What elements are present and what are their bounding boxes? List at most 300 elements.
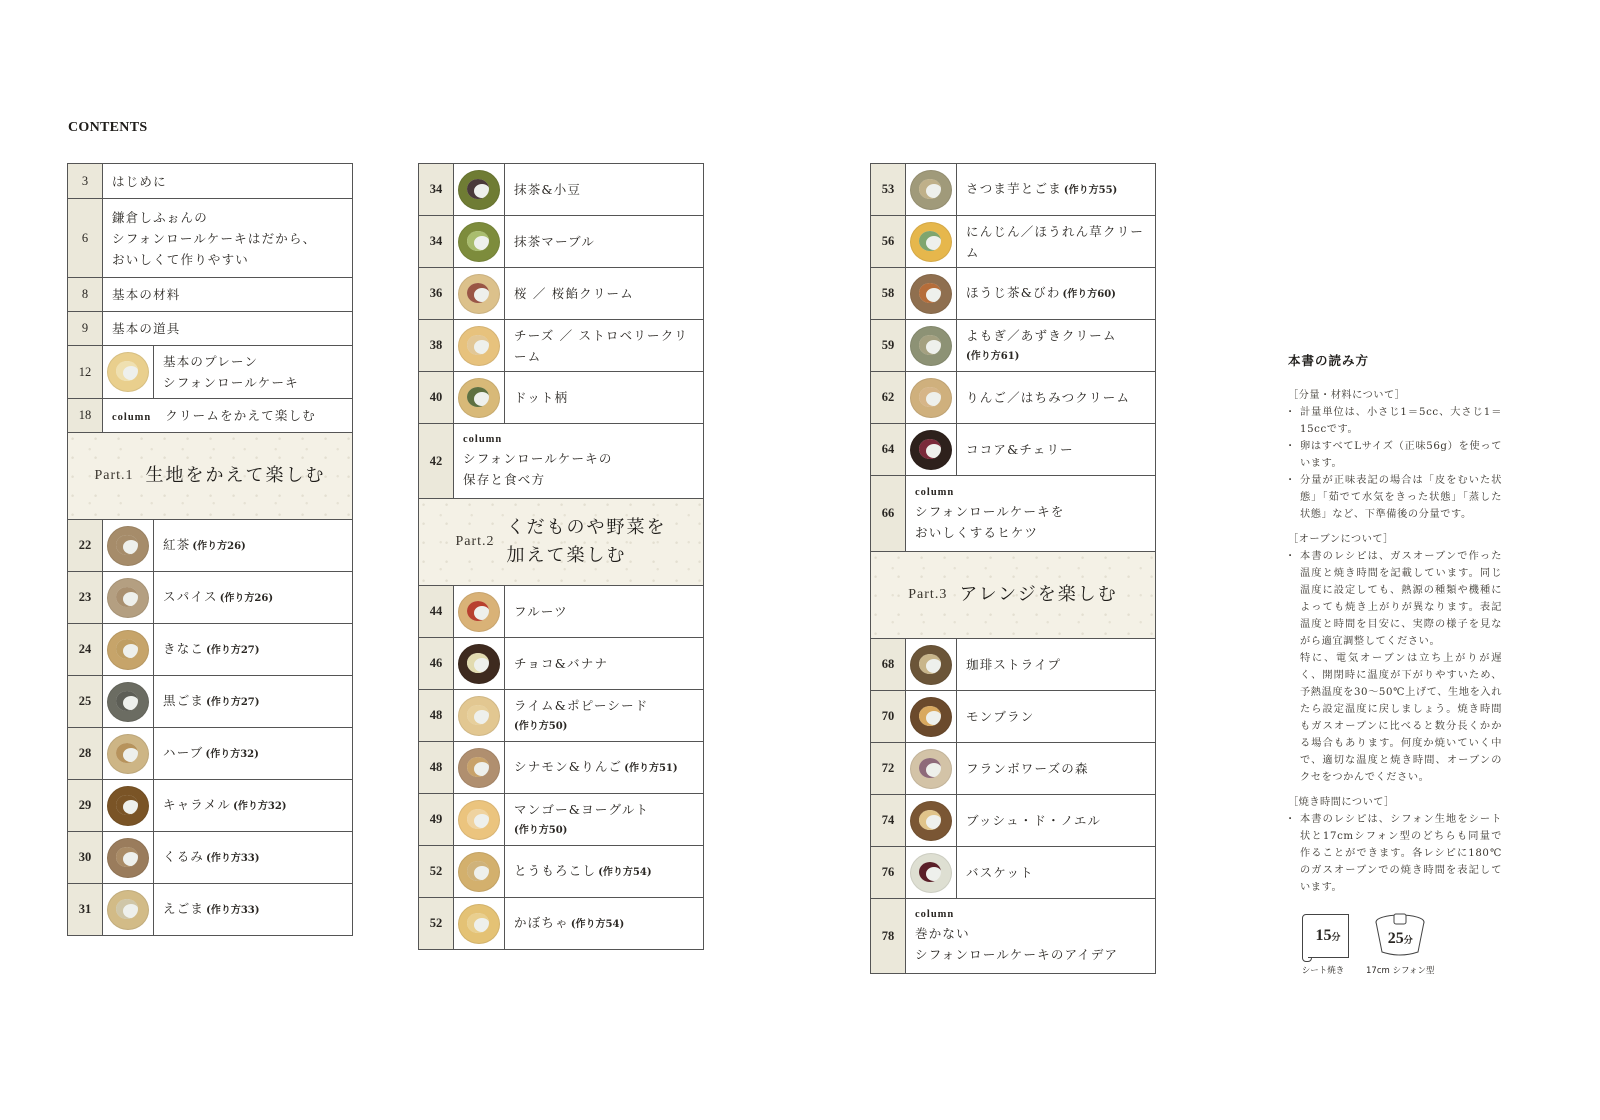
- entry-title-line: [514, 179, 694, 200]
- page-number: 28: [68, 728, 103, 779]
- entry-title-line: [163, 898, 343, 921]
- roll-cake-icon: [910, 222, 952, 262]
- cake-thumbnail: [454, 638, 505, 689]
- page-number: 52: [419, 846, 454, 897]
- how-to-read-heading: 本書の読み方: [1288, 353, 1370, 368]
- entry-title-line: [514, 756, 694, 779]
- entry-title-line: [163, 586, 343, 609]
- toc-column-1: [67, 163, 353, 936]
- entry-title-line: [915, 522, 1146, 543]
- entry-title: [505, 164, 703, 215]
- page-number: 78: [871, 899, 906, 973]
- page-number: 48: [419, 690, 454, 741]
- toc-row[interactable]: [68, 399, 352, 433]
- cake-thumbnail: [454, 742, 505, 793]
- cake-thumbnail: [454, 794, 505, 845]
- entry-title-text: 抹茶&小豆: [514, 182, 582, 197]
- entry-title-text: モンブラン: [966, 709, 1035, 724]
- entry-title-line: [915, 501, 1146, 522]
- roll-cake-icon: [107, 734, 149, 774]
- roll-cake-icon: [458, 852, 500, 892]
- entry-title-line: [966, 221, 1146, 263]
- cake-thumbnail: [906, 795, 957, 846]
- entry-title: [505, 794, 703, 845]
- cake-thumbnail: [103, 520, 154, 571]
- page-number: 46: [419, 638, 454, 689]
- page-number: 59: [871, 320, 906, 371]
- page-number: 22: [68, 520, 103, 571]
- entry-title-text: マンゴー&ヨーグルト: [514, 801, 650, 817]
- page-number: 74: [871, 795, 906, 846]
- entry-title: [154, 624, 352, 675]
- entry-title-text: 巻かない: [915, 926, 970, 941]
- entry-title-text: シナモン&りんご: [514, 759, 623, 774]
- entry-title-text: 抹茶マーブル: [514, 234, 596, 249]
- entry-title: [957, 320, 1155, 371]
- entry-title-line: [966, 706, 1146, 727]
- cake-thumbnail: [103, 572, 154, 623]
- toc-recipe-row[interactable]: [419, 846, 703, 898]
- roll-cake-icon: [458, 222, 500, 262]
- roll-cake-icon: [910, 430, 952, 470]
- cake-thumbnail: [906, 847, 957, 898]
- recipe-page-ref: (作り方27): [206, 697, 260, 708]
- toc-recipe-row[interactable]: [419, 216, 703, 268]
- entry-title-text: おいしくて作りやすい: [112, 251, 250, 267]
- part-heading: [871, 552, 1155, 639]
- entry-title-line: [514, 283, 694, 304]
- entry-title: [957, 216, 1155, 267]
- roll-cake-icon: [910, 801, 952, 841]
- entry-title-text: おいしくするヒケツ: [915, 524, 1039, 540]
- toc-recipe-row[interactable]: [871, 320, 1155, 372]
- cake-thumbnail: [103, 832, 154, 883]
- entry-title-line: [163, 742, 343, 765]
- roll-cake-icon: [458, 696, 500, 736]
- roll-cake-icon: [107, 578, 149, 618]
- cake-thumbnail: [103, 676, 154, 727]
- entry-title-text: 鎌倉しふぉんの: [112, 209, 208, 225]
- entry-title-line: [514, 653, 694, 674]
- page-number: 42: [419, 424, 454, 498]
- entry-title: [103, 164, 352, 198]
- roll-cake-icon: [107, 526, 149, 566]
- roll-cake-icon: [458, 170, 500, 210]
- sheet-bake-block: [1300, 912, 1346, 976]
- toc-recipe-row[interactable]: [871, 691, 1155, 743]
- part-title-line: アレンジを楽しむ: [959, 584, 1118, 605]
- entry-title-line: [514, 695, 694, 716]
- entry-title-text: シフォンロールケーキのアイデア: [915, 947, 1119, 962]
- toc-recipe-row[interactable]: [68, 676, 352, 728]
- entry-title: [957, 743, 1155, 794]
- toc-recipe-row[interactable]: [68, 520, 352, 572]
- cake-thumbnail: [454, 268, 505, 319]
- page-number: 12: [68, 346, 103, 398]
- page-number: 18: [68, 399, 103, 432]
- toc-recipe-row[interactable]: [68, 346, 352, 399]
- entry-title-text: 紅茶: [163, 537, 191, 552]
- roll-cake-icon: [458, 748, 500, 788]
- page-number: 44: [419, 586, 454, 637]
- entry-title-line: [915, 944, 1146, 965]
- sheet-bake-label: シート焼き: [1301, 966, 1345, 976]
- entry-title-line: [966, 439, 1146, 460]
- toc-recipe-row[interactable]: [68, 780, 352, 832]
- column-tag: column: [915, 486, 955, 498]
- entry-title-line: [112, 284, 343, 305]
- toc-recipe-row[interactable]: [871, 268, 1155, 320]
- entry-title: [957, 795, 1155, 846]
- cake-thumbnail: [454, 320, 505, 371]
- entry-title: [957, 268, 1155, 319]
- toc-recipe-row[interactable]: [419, 690, 703, 742]
- pan-minutes-unit: 分: [1403, 935, 1413, 945]
- entry-title-text: シフォンロールケーキを: [915, 503, 1065, 519]
- chiffon-pan-icon: [1374, 912, 1426, 958]
- entry-title-line: [966, 862, 1146, 883]
- recipe-page-ref: (作り方32): [233, 801, 287, 812]
- toc-recipe-row[interactable]: [419, 898, 703, 950]
- cake-thumbnail: [454, 164, 505, 215]
- entry-title: [505, 268, 703, 319]
- cake-thumbnail: [454, 372, 505, 423]
- page-number: 25: [68, 676, 103, 727]
- entry-title-line: [966, 178, 1146, 201]
- reading-guide-section: [1288, 794, 1502, 896]
- guide-paragraph: 特に、電気オーブンは立ち上がりが遅く、開閉時に温度が下がりやすいため、予熱温度を30～50℃上げて、生地を入れたら設定温度に戻しましょう。焼き時間もガスオーブンに比べると数分長くかかる場合もあります。何度か焼いていく中で、適切な温度と焼き時間、オーブンのクセをつかんでください。: [1300, 653, 1502, 783]
- entry-title: [957, 164, 1155, 215]
- entry-title-text: 桜 ／ 桜餡クリーム: [514, 286, 634, 301]
- section-title: ［焼き時間について］: [1288, 797, 1395, 808]
- toc-column-3: [870, 163, 1156, 974]
- entry-title: [505, 690, 703, 741]
- section-title: ［分量・材料について］: [1288, 390, 1406, 401]
- entry-title: [906, 476, 1155, 551]
- column-tag: column: [463, 434, 503, 445]
- part-title: [507, 514, 667, 570]
- entry-title: [505, 320, 703, 371]
- recipe-page-ref: (作り方54): [598, 867, 652, 878]
- roll-cake-icon: [107, 630, 149, 670]
- toc-recipe-row[interactable]: [871, 372, 1155, 424]
- cake-thumbnail: [906, 691, 957, 742]
- sheet-minutes: 15: [1315, 927, 1332, 944]
- toc-row[interactable]: [68, 199, 352, 278]
- how-to-read-panel: [1288, 352, 1502, 896]
- entry-title-line: [163, 351, 343, 372]
- column-tag: column: [915, 909, 955, 920]
- entry-title-text: 基本のプレーン: [163, 354, 259, 369]
- entry-title-line: [966, 282, 1146, 305]
- entry-title-text: かぼちゃ: [514, 915, 569, 930]
- bake-time-icons: [1300, 912, 1435, 976]
- entry-title-text: きなこ: [163, 641, 205, 656]
- entry-title-text: 黒ごま: [163, 693, 205, 708]
- cake-thumbnail: [906, 639, 957, 690]
- page-number: 72: [871, 743, 906, 794]
- page-number: 68: [871, 639, 906, 690]
- entry-title-text: はじめに: [112, 173, 167, 189]
- roll-cake-icon: [458, 644, 500, 684]
- section-title: ［オーブンについて］: [1288, 534, 1394, 545]
- cake-thumbnail: [906, 372, 957, 423]
- toc-recipe-row[interactable]: [871, 795, 1155, 847]
- entry-title-text: 保存と食べ方: [463, 472, 546, 487]
- roll-cake-icon: [107, 838, 149, 878]
- page-number: 23: [68, 572, 103, 623]
- cake-thumbnail: [906, 320, 957, 371]
- roll-cake-icon: [910, 853, 952, 893]
- toc-recipe-row[interactable]: [419, 372, 703, 424]
- entry-title-text: シフォンロールケーキはだから、: [112, 230, 317, 246]
- entry-title-line: [112, 207, 343, 228]
- roll-cake-icon: [107, 890, 149, 930]
- entry-title-text: にんじん／ほうれん草クリーム: [966, 223, 1145, 260]
- toc-recipe-row[interactable]: [871, 743, 1155, 795]
- entry-title-text: ライム&ポピーシード: [514, 697, 649, 713]
- entry-title-text: チーズ ／ ストロベリークリーム: [514, 327, 689, 364]
- part-title: [959, 581, 1117, 609]
- entry-title-text: クリームをかえて楽しむ: [165, 408, 316, 423]
- toc-recipe-row[interactable]: [871, 847, 1155, 899]
- entry-title: [103, 199, 352, 277]
- entry-title: [505, 586, 703, 637]
- entry-title-line: [163, 690, 343, 713]
- entry-title-text: シフォンロールケーキ: [163, 375, 299, 390]
- cake-thumbnail: [906, 216, 957, 267]
- entry-title: [454, 424, 703, 498]
- entry-title-line: [514, 231, 694, 252]
- entry-title: [154, 346, 352, 398]
- page-number: 38: [419, 320, 454, 371]
- toc-recipe-row[interactable]: [871, 164, 1155, 216]
- toc-recipe-row[interactable]: [419, 164, 703, 216]
- entry-title-line: [112, 318, 343, 339]
- entry-title-line: [514, 601, 694, 622]
- recipe-page-ref: (作り方50): [514, 720, 568, 732]
- entry-title-text: とうもろこし: [514, 863, 597, 878]
- entry-title-line: [966, 654, 1146, 675]
- roll-cake-icon: [458, 326, 500, 366]
- entry-title-line: [463, 448, 694, 469]
- entry-title-text: 珈琲ストライプ: [966, 657, 1062, 672]
- entry-title-line: [163, 794, 343, 817]
- cake-thumbnail: [103, 346, 154, 398]
- entry-title: [154, 520, 352, 571]
- roll-cake-icon: [458, 378, 500, 418]
- roll-cake-icon: [458, 800, 500, 840]
- entry-title-text: よもぎ／あずきクリーム: [966, 327, 1117, 343]
- roll-cake-icon: [910, 749, 952, 789]
- recipe-page-ref: (作り方60): [1062, 289, 1116, 300]
- part-number: Part.3: [908, 587, 948, 602]
- guide-bullet: ・ 本書のレシピは、シフォン生地をシート状と17cmシフォン型のどちらも同量で作ることができます。各レシピに180℃のガスオーブンでの焼き時間を表記しています。: [1288, 811, 1502, 896]
- entry-title: [103, 399, 352, 432]
- toc-row[interactable]: [68, 278, 352, 312]
- toc-recipe-row[interactable]: [871, 639, 1155, 691]
- entry-title-line: [112, 405, 343, 426]
- entry-title: [154, 780, 352, 831]
- entry-title-line: [112, 249, 343, 270]
- toc-recipe-row[interactable]: [68, 832, 352, 884]
- roll-cake-icon: [107, 352, 149, 392]
- page-number: 6: [68, 199, 103, 277]
- entry-title: [154, 676, 352, 727]
- entry-title-line: [915, 923, 1146, 944]
- roll-cake-icon: [910, 170, 952, 210]
- entry-title-line: [163, 372, 343, 393]
- sheet-minutes-unit: 分: [1331, 932, 1341, 942]
- toc-row[interactable]: [68, 312, 352, 346]
- recipe-page-ref: (作り方54): [570, 919, 625, 930]
- part-heading: [68, 433, 352, 520]
- page-number: 31: [68, 884, 103, 935]
- entry-title-line: [463, 469, 694, 490]
- recipe-page-ref: (作り方26): [192, 541, 246, 552]
- page-number: 29: [68, 780, 103, 831]
- toc-recipe-row[interactable]: [419, 794, 703, 846]
- entry-title-line: [514, 325, 694, 367]
- toc-row[interactable]: [419, 424, 703, 499]
- entry-title-line: [112, 228, 343, 249]
- toc-recipe-row[interactable]: [68, 884, 352, 936]
- cake-thumbnail: [103, 728, 154, 779]
- entry-title-line: [514, 799, 694, 820]
- entry-title-line: [112, 171, 343, 192]
- entry-title-line: [966, 325, 1146, 346]
- page-number: 40: [419, 372, 454, 423]
- entry-title-text: 基本の材料: [112, 287, 181, 302]
- page-number: 34: [419, 164, 454, 215]
- toc-row[interactable]: [68, 164, 352, 199]
- part-title-line: 加えて楽しむ: [506, 545, 627, 566]
- entry-title: [906, 899, 1155, 973]
- entry-title-text: スパイス: [163, 589, 218, 604]
- entry-title: [154, 884, 352, 935]
- roll-cake-icon: [458, 274, 500, 314]
- entry-title-text: ブッシュ・ド・ノエル: [966, 813, 1102, 828]
- toc-recipe-row[interactable]: [68, 624, 352, 676]
- entry-title-text: シフォンロールケーキの: [463, 451, 613, 466]
- entry-title-text: ハーブ: [163, 745, 204, 760]
- toc-recipe-row[interactable]: [419, 742, 703, 794]
- page-number: 49: [419, 794, 454, 845]
- page-number: 66: [871, 476, 906, 551]
- entry-title-text: ドット柄: [514, 390, 569, 405]
- toc-recipe-row[interactable]: [68, 728, 352, 780]
- entry-title: [505, 898, 703, 949]
- contents-title: CONTENTS: [68, 120, 148, 135]
- chiffon-pan-label: 17cm シフォン型: [1366, 966, 1435, 976]
- entry-title-text: フランボワーズの森: [966, 761, 1089, 776]
- entry-title-line: [163, 846, 343, 869]
- entry-title: [957, 424, 1155, 475]
- entry-title: [103, 312, 352, 345]
- page-number: 9: [68, 312, 103, 345]
- page-number: 56: [871, 216, 906, 267]
- cake-thumbnail: [103, 884, 154, 935]
- entry-title: [154, 832, 352, 883]
- cake-thumbnail: [454, 216, 505, 267]
- entry-title-text: チョコ&バナナ: [514, 656, 609, 671]
- page-number: 53: [871, 164, 906, 215]
- cake-thumbnail: [454, 898, 505, 949]
- toc-recipe-row[interactable]: [871, 424, 1155, 476]
- entry-title-line: [514, 860, 694, 883]
- guide-bullet: ・ 分量が正味表記の場合は「皮をむいた状態」「茹でて水気をきった状態」「蒸した状態」など、下準備後の分量です。: [1288, 472, 1502, 523]
- toc-recipe-row[interactable]: [419, 586, 703, 638]
- entry-title: [505, 846, 703, 897]
- toc-row[interactable]: [871, 899, 1155, 974]
- page-number: 62: [871, 372, 906, 423]
- page-number: 48: [419, 742, 454, 793]
- cake-thumbnail: [454, 846, 505, 897]
- page-number: 64: [871, 424, 906, 475]
- entry-title: [103, 278, 352, 311]
- entry-title: [505, 372, 703, 423]
- recipe-page-ref: (作り方26): [219, 593, 274, 604]
- roll-cake-icon: [910, 697, 952, 737]
- toc-recipe-row[interactable]: [68, 572, 352, 624]
- page-number: 36: [419, 268, 454, 319]
- toc-recipe-row[interactable]: [419, 268, 703, 320]
- page-number: 8: [68, 278, 103, 311]
- toc-recipe-row[interactable]: [419, 638, 703, 690]
- entry-title: [957, 847, 1155, 898]
- cake-thumbnail: [906, 424, 957, 475]
- column-tag: column: [112, 412, 152, 423]
- roll-cake-icon: [458, 904, 500, 944]
- entry-title: [505, 638, 703, 689]
- sheet-roll-icon: [1300, 912, 1346, 958]
- entry-title-text: ほうじ茶&びわ: [966, 285, 1061, 300]
- entry-title-text: りんご／はちみつクリーム: [966, 390, 1131, 405]
- entry-title-line: [966, 758, 1146, 779]
- recipe-page-ref: (作り方27): [206, 645, 260, 656]
- part-number: Part.1: [94, 468, 134, 483]
- cake-thumbnail: [454, 586, 505, 637]
- toc-row[interactable]: [871, 476, 1155, 552]
- cake-thumbnail: [103, 624, 154, 675]
- part-title-line: 生地をかえて楽しむ: [145, 465, 326, 486]
- entry-title-text: えごま: [163, 901, 205, 916]
- cake-thumbnail: [906, 268, 957, 319]
- entry-title-text: フルーツ: [514, 604, 568, 619]
- entry-title-text: バスケット: [966, 865, 1034, 880]
- entry-title-line: [163, 534, 343, 557]
- roll-cake-icon: [107, 682, 149, 722]
- page-number: 70: [871, 691, 906, 742]
- recipe-page-ref: (作り方33): [206, 853, 260, 864]
- entry-title-line: [514, 387, 694, 408]
- page-number: 3: [68, 164, 103, 198]
- recipe-page-ref: (作り方50): [514, 824, 568, 836]
- roll-cake-icon: [910, 274, 952, 314]
- guide-bullet: ・ 本書のレシピは、ガスオーブンで作った温度と焼き時間を記載しています。同じ温度に設定しても、熱源の種類や機種によっても焼き上がりが異なります。表記温度と時間を目安に、実際の様子を見ながら適宜調整してください。: [1288, 548, 1502, 650]
- chiffon-pan-block: [1366, 912, 1435, 976]
- entry-title-line: [163, 638, 343, 661]
- entry-title-text: ココア&チェリー: [966, 442, 1074, 457]
- part-number: Part.2: [455, 534, 495, 549]
- toc-recipe-row[interactable]: [419, 320, 703, 372]
- page-number: 30: [68, 832, 103, 883]
- part-title: [146, 462, 326, 490]
- entry-title: [505, 216, 703, 267]
- toc-recipe-row[interactable]: [871, 216, 1155, 268]
- cake-thumbnail: [454, 690, 505, 741]
- recipe-page-ref: (作り方55): [1063, 185, 1118, 196]
